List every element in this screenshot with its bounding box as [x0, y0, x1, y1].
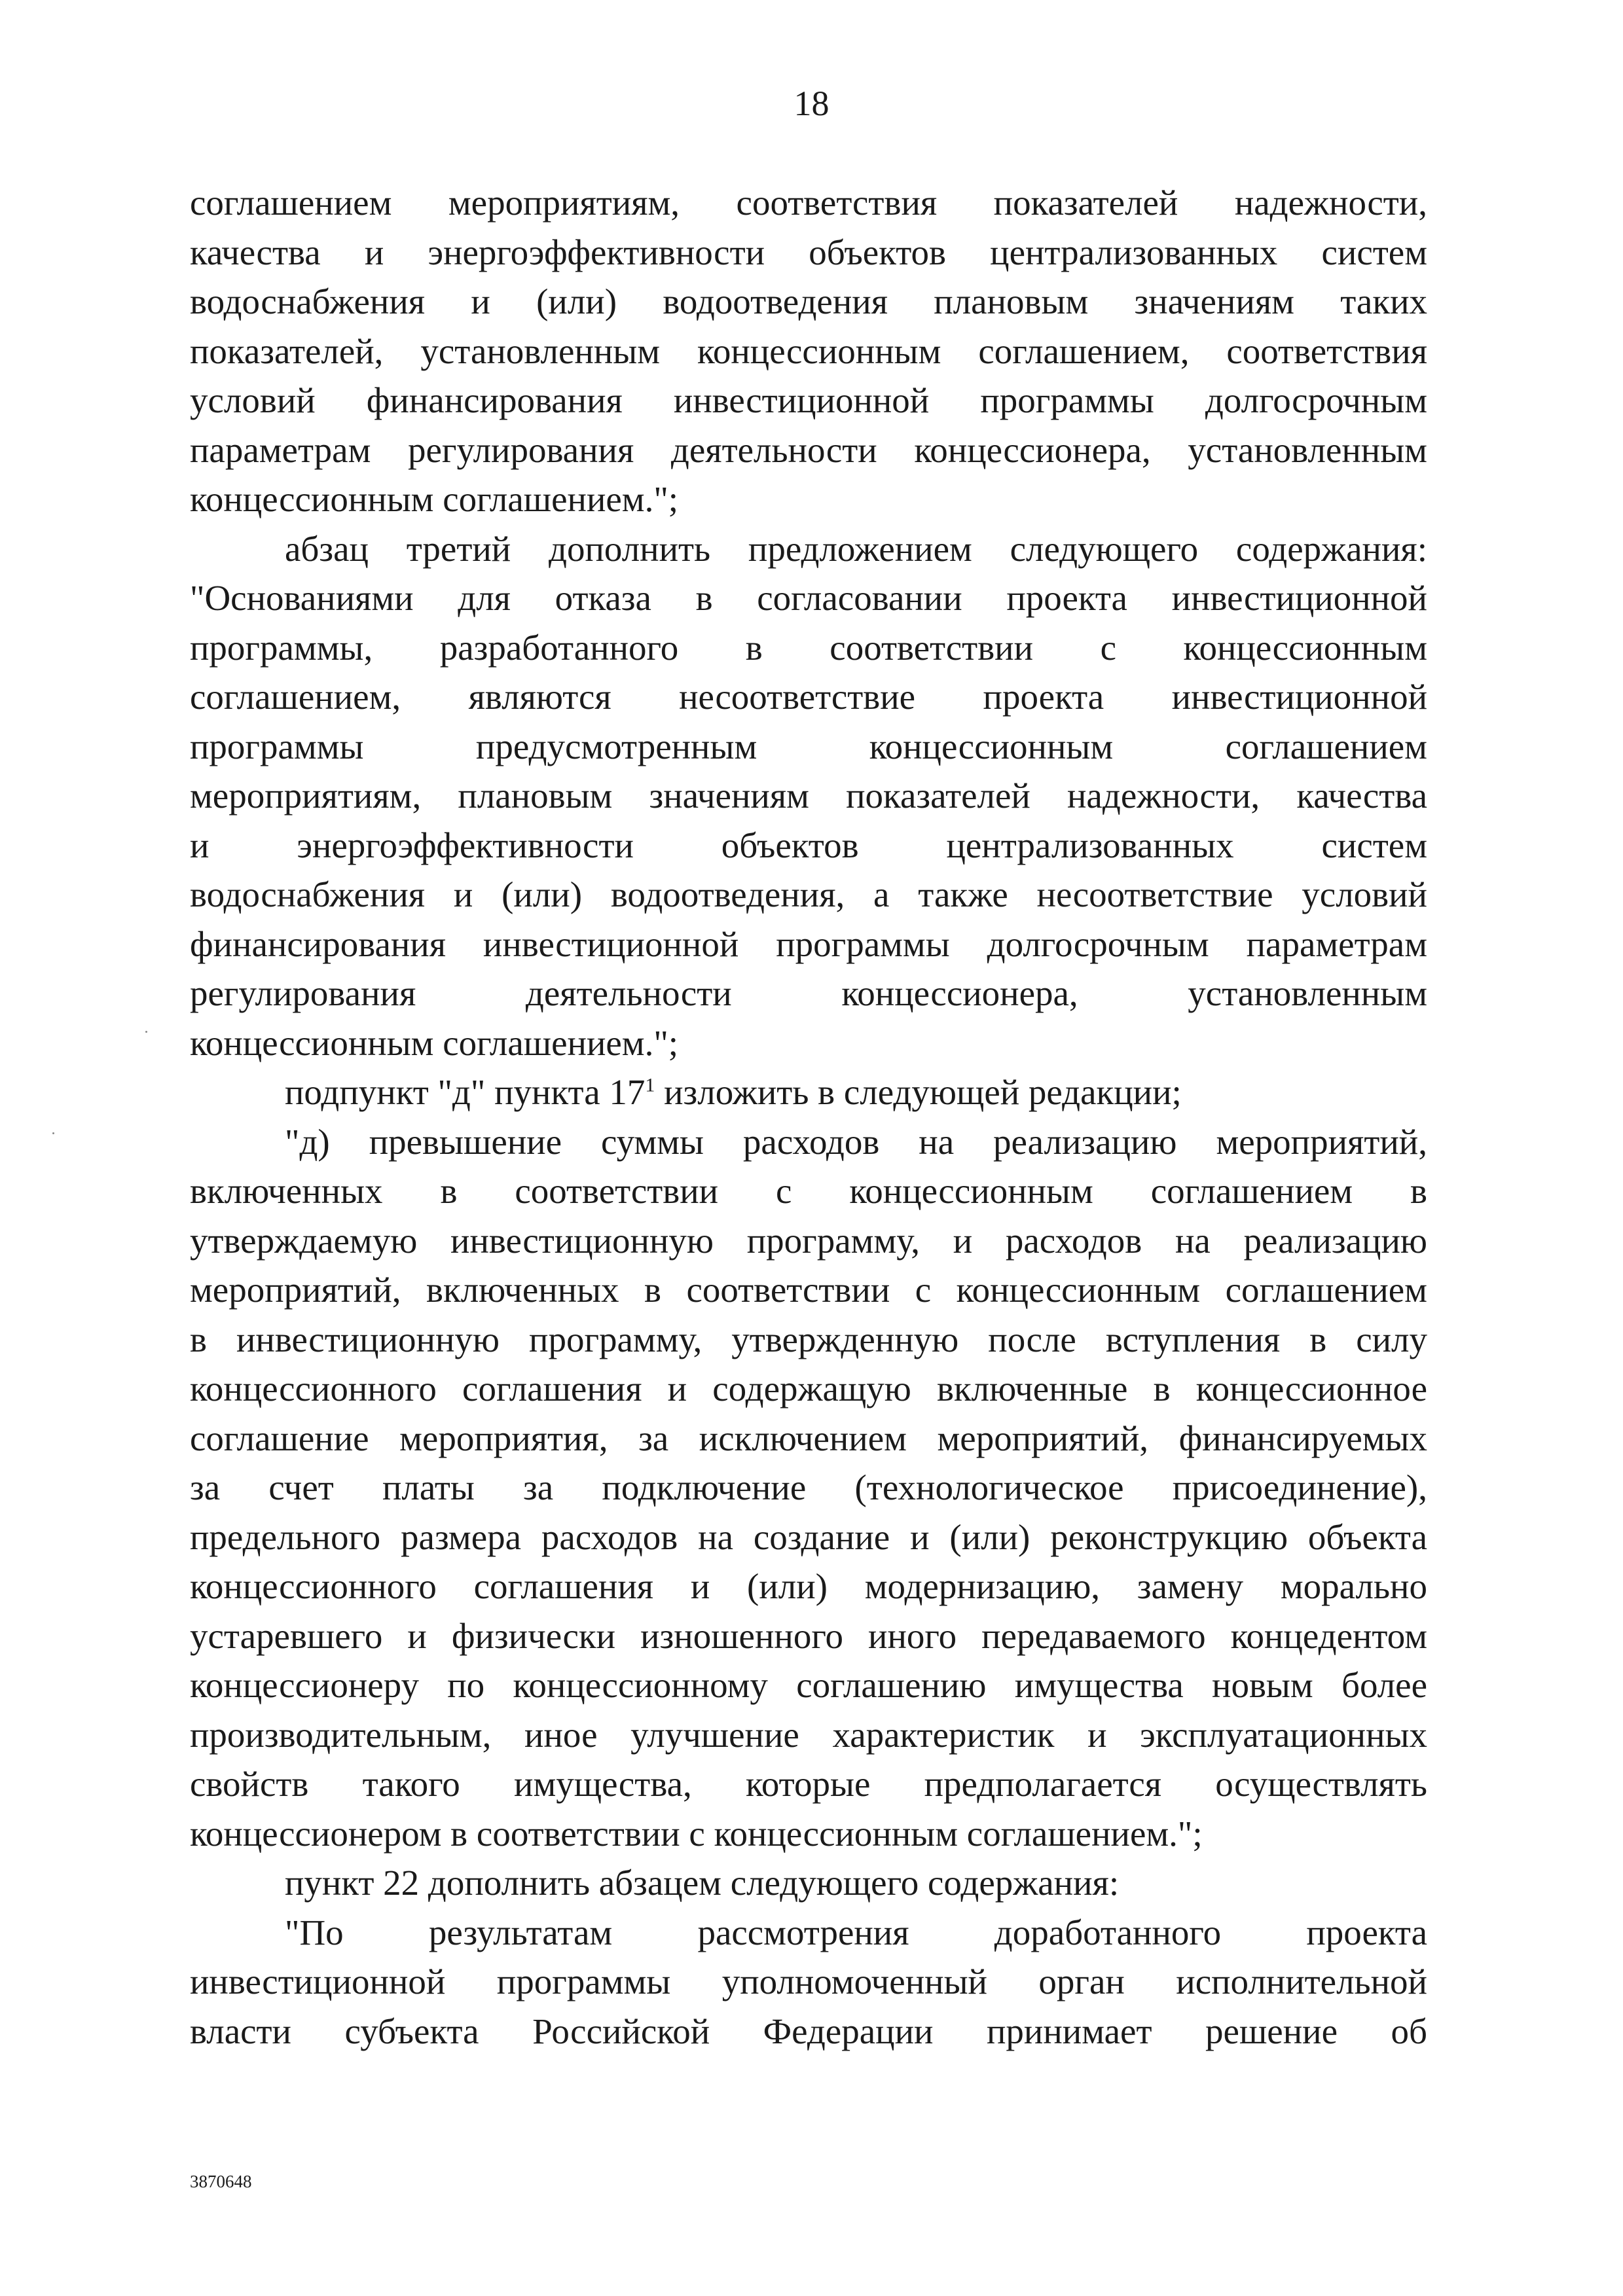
- text-line: "По результатам рассмотрения доработанного проекта: [285, 1912, 1427, 1952]
- document-body: [190, 178, 1427, 2056]
- page-number: 18: [793, 84, 830, 123]
- text-line: соглашением, являются несоответствие проекта инвестиционной: [190, 677, 1427, 717]
- text-line: концессионеру по концессионному соглашению имущества новым более: [190, 1665, 1427, 1705]
- text-line: за счет платы за подключение (технологическое присоединение),: [190, 1467, 1427, 1507]
- text-line: и энергоэффективности объектов централизованных систем: [190, 825, 1427, 865]
- text-line: концессионного соглашения и (или) модернизацию, замену морально: [190, 1566, 1427, 1606]
- text-line: свойств такого имущества, которые предполагается осуществлять: [190, 1764, 1427, 1804]
- text-line: мероприятиям, плановым значениям показателей надежности, качества: [190, 776, 1427, 816]
- paragraph-continuation: [190, 178, 1427, 524]
- paragraph-abzac-tretiy: [190, 524, 1427, 1068]
- paragraph-d-text: [190, 1117, 1427, 1859]
- text-line: соглашение мероприятия, за исключением мероприятий, финансируемых: [190, 1418, 1427, 1458]
- text-line: концессионером в соответствии с концессионным соглашением.";: [190, 1813, 1203, 1854]
- text-line: в инвестиционную программу, утвержденную после вступления в силу: [190, 1319, 1427, 1359]
- text-line: абзац третий дополнить предложением следующего содержания:: [285, 528, 1427, 569]
- text-line: концессионным соглашением.";: [190, 1022, 679, 1063]
- text-line: мероприятий, включенных в соответствии с концессионным соглашением: [190, 1270, 1427, 1310]
- text-line: инвестиционной программы уполномоченный орган исполнительной: [190, 1962, 1427, 2001]
- text-line: параметрам регулирования деятельности концессионера, установленным: [190, 429, 1427, 470]
- text-line: показателей, установленным концессионным соглашением, соответствия: [190, 331, 1427, 371]
- text-line: водоснабжения и (или) водоотведения, а также несоответствие условий: [190, 874, 1427, 914]
- text-line: концессионным соглашением.";: [190, 479, 679, 519]
- text-line: устаревшего и физически изношенного иного передаваемого концедентом: [190, 1615, 1427, 1656]
- text-line: регулирования деятельности концессионера, установленным: [190, 973, 1427, 1013]
- paragraph-podpunkt-d: [190, 1067, 1427, 1117]
- text-line: программы, разработанного в соответствии с концессионным: [190, 627, 1427, 668]
- text-line: производительным, иное улучшение характеристик и эксплуатационных: [190, 1714, 1427, 1755]
- text-line: пункт 22 дополнить абзацем следующего содержания:: [285, 1863, 1120, 1903]
- text-line: водоснабжения и (или) водоотведения плановым значениям таких: [190, 281, 1427, 321]
- scan-artifact-dot: [145, 1031, 147, 1033]
- text-line: утверждаемую инвестиционную программу, и расходов на реализацию: [190, 1220, 1427, 1261]
- text-line: качества и энергоэффективности объектов централизованных систем: [190, 232, 1427, 272]
- text-line: включенных в соответствии с концессионным соглашением в: [190, 1171, 1427, 1211]
- text-line: [190, 1067, 1427, 1117]
- superscript: 1: [645, 1074, 655, 1096]
- paragraph-punkt-22: [190, 1858, 1427, 1908]
- text-line: власти субъекта Российской Федерации принимает решение об: [190, 2011, 1427, 2051]
- text-line: "д) превышение суммы расходов на реализацию мероприятий,: [285, 1121, 1427, 1162]
- document-code: 3870648: [190, 2172, 252, 2191]
- paragraph-po-rezultatam: [190, 1908, 1427, 2056]
- text-line: предельного размера расходов на создание и (или) реконструкцию объекта: [190, 1516, 1427, 1557]
- text-line: программы предусмотренным концессионным соглашением: [190, 726, 1427, 766]
- text-line: "Основаниями для отказа в согласовании проекта инвестиционной: [190, 578, 1427, 618]
- text-line: условий финансирования инвестиционной программы долгосрочным: [190, 380, 1427, 420]
- text-line: финансирования инвестиционной программы долгосрочным параметрам: [190, 924, 1427, 964]
- text-line: концессионного соглашения и содержащую включенные в концессионное: [190, 1369, 1427, 1408]
- scan-artifact-dot: [52, 1132, 54, 1134]
- text-line: соглашением мероприятиям, соответствия показателей надежности,: [190, 183, 1427, 223]
- text-after-sup: изложить в следующей редакции;: [655, 1072, 1182, 1112]
- text-before-sup: подпункт "д" пункта 17: [285, 1072, 646, 1112]
